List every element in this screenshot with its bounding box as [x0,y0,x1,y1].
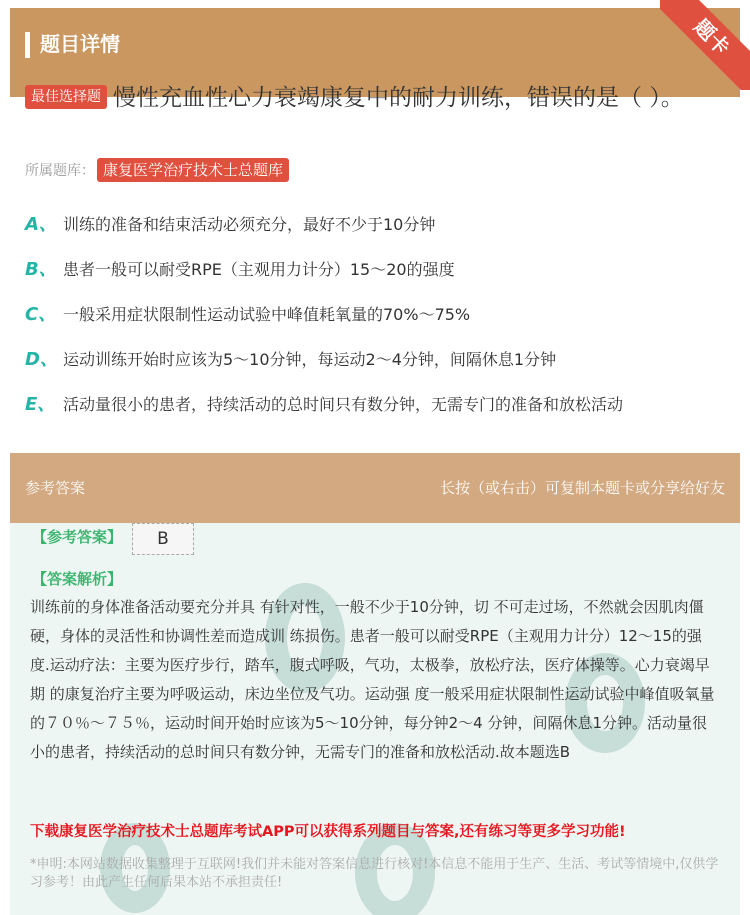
bank-label: 所属题库： [25,163,95,179]
option-a[interactable] [25,210,725,255]
ribbon-label: 题卡 [660,0,750,90]
header-accent [25,32,30,58]
reference-answer-value: B [132,523,194,555]
option-b[interactable] [25,255,725,300]
option-c[interactable] [25,300,725,345]
options-list [25,210,725,435]
header-title: 题目详情 [40,32,120,56]
analysis-text: 训练前的身体准备活动要充分并具 有针对性，一般不少于10分钟，切 不可走过场，不然就会因肌肉僵硬，身体的灵活性和协调性差而造成训 练损伤。患者一般可以耐受RPE（主观用力计分）12～15的强度.运动疗法：主要为医疗步行，踏车，腹式呼吸，气功，太极拳，放松疗法，医疗体操等。心力衰竭早期 的康复治疗主要为呼吸运动，床边坐位及气功。运动强 度一般采用症状限制性运动试验中峰值吸氧量的７０％～７５％，运动时间开始时应该为5～10分钟，每分钟2～4 分钟，间隔休息1分钟。活动量很小的患者，持续活动的总时间只有数分钟，无需专门的准备和放松活动.故本题选B [30,598,715,761]
option-letter: E、 [25,394,56,415]
answer-body [10,523,740,915]
question-text: 慢性充血性心力衰竭康复中的耐力训练，错误的是（ ）。 [113,85,684,111]
analysis-label: 【答案解析】 [32,570,123,588]
option-e[interactable] [25,390,725,435]
app-promo-link[interactable]: 下载康复医学治疗技术士总题库考试APP可以获得系列题目与答案,还有练习等更多学习功能! [30,824,626,840]
share-hint: 长按（或右击）可复制本题卡或分享给好友 [439,479,725,497]
option-text: 患者一般可以耐受RPE（主观用力计分）15～20的强度 [63,260,455,279]
disclaimer: *申明:本网站数据收集整理于互联网!我们并未能对答案信息进行核对!本信息不能用于生产、生活、考试等情境中,仅供学习参考！由此产生任何后果本站不承担责任! [30,857,719,890]
answer-header-title: 参考答案 [25,479,86,497]
question-type-tag: 最佳选择题 [25,85,107,109]
reference-answer-label: 【参考答案】 [32,528,123,546]
option-text: 运动训练开始时应该为5～10分钟，每运动2～4分钟，间隔休息1分钟 [63,350,557,369]
option-text: 活动量很小的患者，持续活动的总时间只有数分钟，无需专门的准备和放松活动 [63,395,624,414]
option-letter: C、 [25,304,57,325]
corner-ribbon [660,0,750,90]
option-letter: B、 [25,259,57,280]
bank-link[interactable]: 康复医学治疗技术士总题库 [97,158,289,182]
option-letter: A、 [25,214,57,235]
answer-header [10,453,740,523]
option-letter: D、 [25,349,58,370]
question [25,78,705,118]
option-text: 训练的准备和结束活动必须充分，最好不少于10分钟 [63,215,436,234]
option-text: 一般采用症状限制性运动试验中峰值耗氧量的70%～75% [63,305,471,324]
option-d[interactable] [25,345,725,390]
question-bank [25,158,295,183]
